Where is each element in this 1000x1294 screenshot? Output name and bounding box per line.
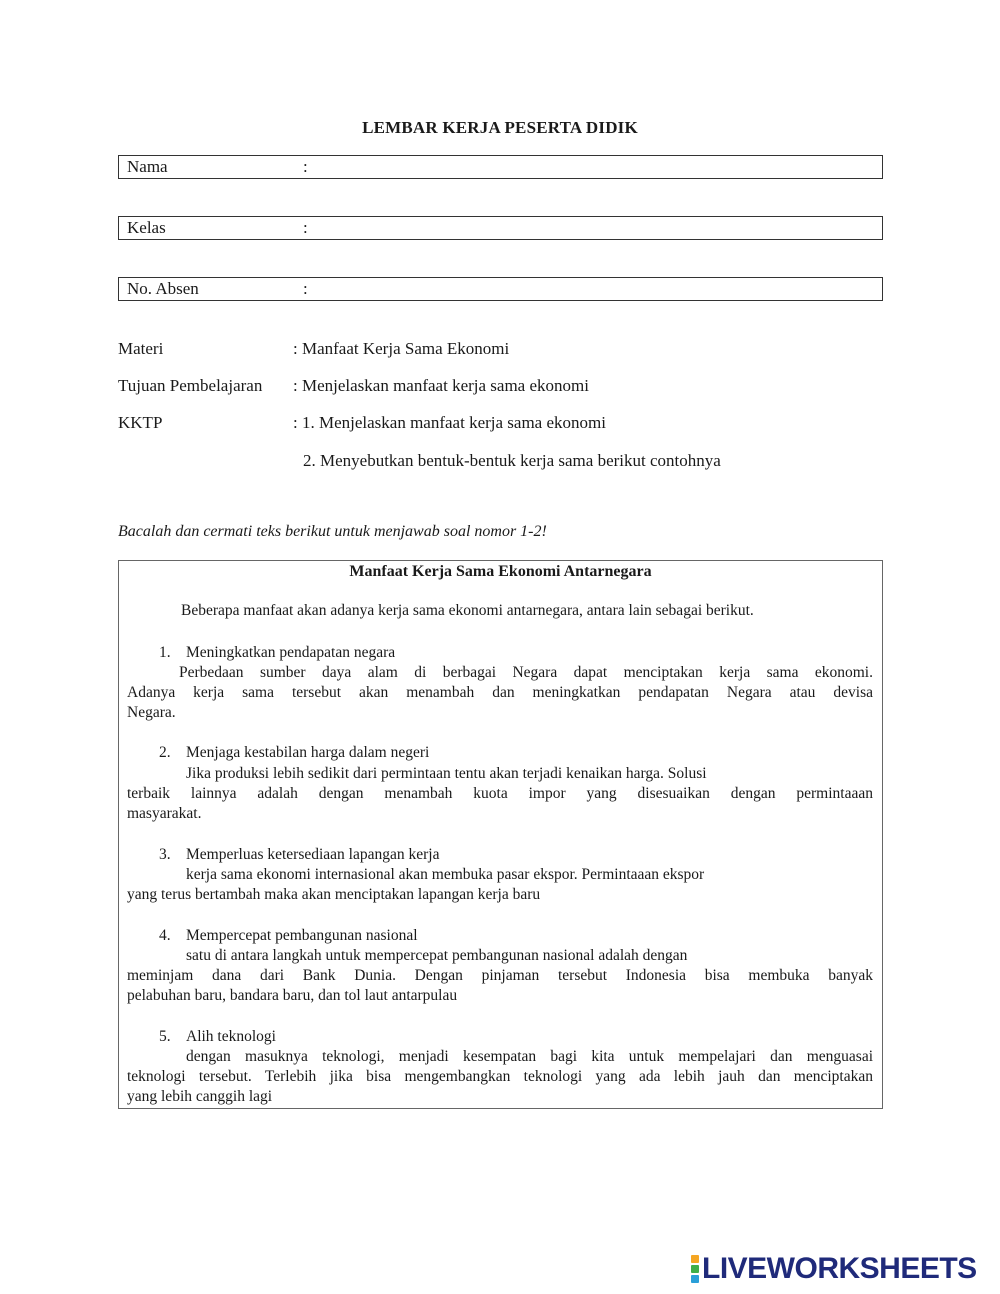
kktp-value-2: 2. Menyebutkan bentuk-bentuk kerja sama berikut contohnya	[303, 451, 721, 470]
reading-box	[118, 560, 883, 1109]
point-line: meminjam dana dari Bank Dunia. Dengan pinjaman tersebut Indonesia bisa membuka banyak	[127, 967, 873, 984]
point-line: terbaik lainnya adalah dengan menambah kuota impor yang disesuaikan dengan permintaaan	[127, 785, 873, 802]
worksheet-title: LEMBAR KERJA PESERTA DIDIK	[362, 118, 638, 137]
point-heading: Alih teknologi	[186, 1028, 276, 1045]
point-line: Perbedaan sumber daya alam di berbagai Negara dapat menciptakan kerja sama ekonomi.	[179, 664, 873, 681]
logo-block	[691, 1255, 699, 1263]
point-number: 5.	[159, 1028, 171, 1045]
name-field[interactable]	[118, 155, 883, 179]
tujuan-label: Tujuan Pembelajaran	[118, 376, 263, 395]
logo-block	[691, 1275, 699, 1283]
point-heading: Memperluas ketersediaan lapangan kerja	[186, 846, 440, 863]
point-line: kerja sama ekonomi internasional akan membuka pasar ekspor. Permintaaan ekspor	[186, 866, 705, 883]
point-number: 3.	[159, 846, 171, 863]
kktp-value-1: : 1. Menjelaskan manfaat kerja sama ekonomi	[293, 413, 606, 432]
absen-colon: :	[303, 279, 308, 298]
instruction-text: Bacalah dan cermati teks berikut untuk menjawab soal nomor 1-2!	[118, 523, 547, 540]
logo-text: LIVEWORKSHEETS	[702, 1252, 977, 1285]
absen-label: No. Absen	[127, 279, 199, 298]
class-field[interactable]	[118, 216, 883, 240]
point-line: satu di antara langkah untuk mempercepat pembangunan nasional adalah dengan	[186, 947, 688, 964]
liveworksheets-logo	[691, 1252, 977, 1286]
class-label: Kelas	[127, 218, 166, 237]
reading-intro: Beberapa manfaat akan adanya kerja sama ekonomi antarnegara, antara lain sebagai berikut.	[181, 602, 754, 619]
point-line: Adanya kerja sama tersebut akan menambah dan meningkatkan pendapatan Negara atau devisa	[127, 684, 873, 701]
point-line: Jika produksi lebih sedikit dari permintaan tentu akan terjadi kenaikan harga. Solusi	[186, 765, 707, 782]
logo-blocks-icon	[691, 1255, 699, 1283]
point-line: masyarakat.	[127, 805, 202, 822]
point-line: pelabuhan baru, bandara baru, dan tol laut antarpulau	[127, 987, 458, 1004]
materi-label: Materi	[118, 339, 164, 358]
materi-value: : Manfaat Kerja Sama Ekonomi	[293, 339, 510, 358]
point-line: Negara.	[127, 704, 176, 721]
point-line: yang lebih canggih lagi	[127, 1088, 273, 1105]
name-label: Nama	[127, 157, 168, 176]
point-line: dengan masuknya teknologi, menjadi kesempatan bagi kita untuk mempelajari dan menguasai	[186, 1048, 873, 1065]
class-colon: :	[303, 218, 308, 237]
point-number: 4.	[159, 927, 171, 944]
point-heading: Meningkatkan pendapatan negara	[186, 644, 396, 661]
kktp-label: KKTP	[118, 413, 163, 432]
point-number: 1.	[159, 644, 171, 661]
absen-field[interactable]	[118, 277, 883, 301]
point-line: teknologi tersebut. Terlebih jika bisa mengembangkan teknologi yang ada lebih jauh dan menciptakan	[127, 1068, 873, 1085]
reading-title: Manfaat Kerja Sama Ekonomi Antarnegara	[349, 563, 652, 580]
point-line: yang terus bertambah maka akan menciptakan lapangan kerja baru	[127, 886, 541, 903]
point-number: 2.	[159, 744, 171, 761]
tujuan-value: : Menjelaskan manfaat kerja sama ekonomi	[293, 376, 589, 395]
logo-block	[691, 1265, 699, 1273]
name-colon: :	[303, 157, 308, 176]
point-heading: Mempercepat pembangunan nasional	[186, 927, 418, 944]
point-heading: Menjaga kestabilan harga dalam negeri	[186, 744, 430, 761]
